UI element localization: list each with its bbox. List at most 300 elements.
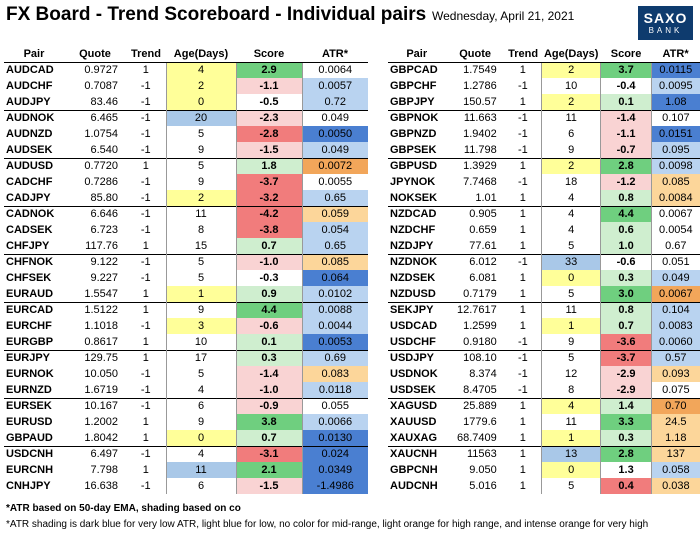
pair-cell: AUDJPY (6, 95, 51, 108)
pair-cell: EURCHF (6, 320, 52, 332)
pair-cell: EURCAD (4, 302, 64, 318)
age-cell: 20 (166, 110, 236, 126)
pair-cell: CHFSEK (6, 272, 52, 284)
pair-cell: GBPNOK (388, 110, 445, 126)
trend-cell: -1 (517, 368, 528, 380)
trend-cell: 1 (142, 239, 149, 252)
table-row (4, 270, 368, 286)
scoreboard-table-right (388, 46, 700, 494)
score-cell: -0.6 (601, 254, 651, 270)
pair-cell: CADNOK (4, 206, 64, 222)
trend-cell: 1 (519, 287, 526, 300)
age-cell: 0 (541, 462, 600, 478)
age-cell: 11 (541, 302, 600, 318)
score-cell: -4.2 (236, 206, 302, 222)
trend-header: Trend (505, 46, 542, 62)
age-cell: 11 (166, 462, 236, 478)
quote-cell: 108.10 (445, 350, 504, 366)
footnote-ema: *ATR based on 50-day EMA, shading based on co (6, 503, 241, 514)
trend-cell: -1 (140, 80, 151, 92)
trend-cell: 1 (505, 446, 542, 462)
atr-cell: 0.0066 (302, 414, 368, 430)
trend-cell: -1 (517, 128, 528, 140)
pair-cell: XAGUSD (388, 398, 445, 414)
trend-cell: 1 (519, 239, 526, 252)
trend-cell: 1 (126, 302, 166, 318)
score-cell: -3.8 (236, 222, 302, 238)
table-row (388, 238, 700, 254)
age-cell: 4 (541, 398, 600, 414)
quote-cell: 11.663 (445, 110, 504, 126)
quote-cell: 8.4705 (463, 383, 497, 396)
pair-cell: AUDUSD (4, 158, 64, 174)
table-row (388, 222, 700, 238)
score-cell: -1.4 (236, 366, 302, 382)
trend-cell: 1 (142, 464, 149, 476)
pair-cell: NZDSEK (390, 272, 436, 284)
atr-cell: 1.18 (651, 430, 700, 446)
trend-cell: 1 (142, 431, 149, 444)
atr-cell: 0.0050 (302, 126, 368, 142)
trend-cell: -1 (140, 191, 151, 204)
trend-cell: 1 (142, 335, 149, 348)
age-cell: 6 (541, 126, 600, 142)
table-row (4, 478, 368, 494)
age-cell: 33 (541, 254, 600, 270)
age-cell: 2 (541, 94, 600, 110)
score-cell: 1.3 (618, 464, 634, 476)
atr-cell: 0.0115 (651, 62, 700, 78)
table-row (4, 462, 368, 478)
score-cell: 0.4 (601, 478, 651, 494)
age-cell: 5 (166, 270, 236, 286)
trend-cell: -1 (517, 80, 528, 92)
pair-cell: CHFJPY (6, 239, 50, 252)
scoreboard-table-left (4, 46, 368, 494)
atr-cell: 0.0057 (302, 78, 368, 94)
trend-cell: -1 (126, 206, 166, 222)
trend-cell: -1 (140, 224, 151, 236)
table-row (388, 126, 700, 142)
age-cell: 0 (166, 94, 236, 110)
table-row (4, 174, 368, 190)
table-row (388, 62, 700, 78)
age-cell: 2 (541, 62, 600, 78)
trend-cell: -1 (505, 110, 542, 126)
trend-cell: 1 (142, 287, 149, 300)
atr-cell: 0.0067 (651, 206, 700, 222)
score-cell: 0.8 (601, 190, 651, 206)
score-cell: -3.2 (236, 190, 302, 206)
trend-cell: 1 (519, 95, 526, 108)
logo-line-1: SAXO (643, 9, 688, 26)
score-cell: -0.3 (259, 272, 279, 284)
pair-cell: AUDCNH (390, 480, 438, 492)
pair-cell: GBPCNH (390, 464, 438, 476)
quote-cell: 85.80 (90, 191, 118, 204)
quote-cell: 7.798 (90, 464, 118, 476)
age-cell: 5 (541, 286, 600, 302)
score-cell: -1.4 (601, 110, 651, 126)
age-cell: 4 (541, 206, 600, 222)
pair-cell: CNHJPY (6, 480, 51, 492)
atr-cell: 0.0067 (651, 286, 700, 302)
quote-cell: 1779.6 (463, 416, 497, 428)
score-cell: -0.9 (236, 398, 302, 414)
quote-cell: 1.8042 (84, 431, 118, 444)
quote-cell: 11563 (445, 446, 504, 462)
atr-cell: 0.085 (651, 174, 700, 190)
pair-cell: XAUCNH (388, 446, 445, 462)
score-cell: 0.8 (601, 302, 651, 318)
quote-cell: 0.7286 (84, 176, 118, 188)
atr-cell: 0.054 (302, 222, 368, 238)
score-cell: 0.3 (601, 270, 651, 286)
table-row (4, 222, 368, 238)
table-row (388, 446, 700, 462)
trend-cell: 1 (505, 302, 542, 318)
pair-cell: USDJPY (388, 350, 445, 366)
trend-cell: -1 (517, 383, 528, 396)
pair-cell: GBPCHF (390, 80, 437, 92)
quote-cell: 1.2786 (463, 80, 497, 92)
table-row (388, 462, 700, 478)
atr-cell: 0.0083 (651, 318, 700, 334)
table-row (388, 414, 700, 430)
table-row (388, 270, 700, 286)
score-cell: -1.1 (601, 126, 651, 142)
atr-cell: 0.0064 (302, 62, 368, 78)
atr-cell: 0.083 (302, 366, 368, 382)
score-cell: 3.7 (601, 62, 651, 78)
table-row (388, 398, 700, 414)
atr-cell: 24.5 (651, 414, 700, 430)
pair-cell: EURNOK (6, 368, 54, 380)
quote-cell: 1.7549 (445, 62, 504, 78)
quote-cell: 1.2599 (463, 320, 497, 332)
score-cell: 1.8 (236, 158, 302, 174)
table-row (4, 286, 368, 302)
score-cell: 0.7 (236, 430, 302, 446)
table-row (4, 414, 368, 430)
table-row (4, 430, 368, 446)
table-row (4, 126, 368, 142)
age-cell: 0 (166, 430, 236, 446)
quote-cell: 1.3929 (445, 158, 504, 174)
report-date: Wednesday, April 21, 2021 (432, 9, 575, 23)
age-cell: 17 (166, 350, 236, 366)
age-cell: 9 (166, 142, 236, 158)
atr-cell: 0.085 (302, 254, 368, 270)
age-cell: 11 (541, 414, 600, 430)
table-row (4, 398, 368, 414)
trend-cell: 1 (519, 272, 526, 284)
quote-cell: 129.75 (64, 350, 126, 366)
trend-cell: -1 (126, 110, 166, 126)
score-cell: -1.5 (236, 142, 302, 158)
age-cell: 1 (541, 318, 600, 334)
trend-cell: -1 (126, 254, 166, 270)
trend-cell: -1 (140, 128, 151, 140)
table-row (388, 286, 700, 302)
age-cell: 4 (166, 382, 236, 398)
age-cell: 3 (166, 318, 236, 334)
quote-cell: 0.9727 (64, 62, 126, 78)
pair-cell: NZDNOK (388, 254, 445, 270)
pair-cell: AUDCAD (4, 62, 64, 78)
atr-cell: 0.0349 (302, 462, 368, 478)
table-row (388, 334, 700, 350)
pair-cell: CADCHF (6, 176, 53, 188)
table-row (4, 62, 368, 78)
table-row (4, 334, 368, 350)
pair-cell: GBPCAD (388, 62, 445, 78)
atr-cell: 0.0102 (302, 286, 368, 302)
quote-cell: 1.5122 (64, 302, 126, 318)
age-cell: 4 (541, 190, 600, 206)
age-cell: 1 (541, 430, 600, 446)
score-cell: -2.9 (601, 382, 651, 398)
pair-cell: GBPSEK (390, 143, 437, 156)
trend-cell: 1 (519, 191, 526, 204)
atr-cell: 0.107 (651, 110, 700, 126)
score-cell: 0.3 (601, 430, 651, 446)
score-cell: 3.3 (601, 414, 651, 430)
atr-cell: 0.0054 (651, 222, 700, 238)
pair-header: Pair (4, 46, 64, 62)
age-cell: 5 (541, 478, 600, 494)
quote-cell: 1.9402 (463, 128, 497, 140)
trend-cell: -1 (505, 254, 542, 270)
atr-cell: 0.0084 (651, 190, 700, 206)
score-cell: 0.6 (601, 222, 651, 238)
quote-cell: 0.905 (445, 206, 504, 222)
score-cell: 0.7 (601, 318, 651, 334)
score-cell: 2.8 (601, 158, 651, 174)
score-cell: -1.0 (236, 254, 302, 270)
trend-cell: 1 (519, 224, 526, 236)
pair-cell: NZDCHF (390, 224, 436, 236)
pair-cell: GBPUSD (388, 158, 445, 174)
quote-cell: 12.7617 (445, 302, 504, 318)
score-cell: 0.7 (236, 238, 302, 254)
score-cell: -3.1 (236, 446, 302, 462)
atr-cell: 1.08 (651, 94, 700, 110)
table-row (4, 382, 368, 398)
atr-cell: 0.038 (651, 478, 700, 494)
table-row (388, 366, 700, 382)
atr-cell: 0.059 (302, 206, 368, 222)
table-row (4, 238, 368, 254)
atr-cell: 0.70 (651, 398, 700, 414)
pair-cell: USDCHF (390, 335, 436, 348)
trend-cell: -1 (126, 398, 166, 414)
pair-cell: XAUUSD (390, 416, 437, 428)
pair-cell: NOKSEK (390, 191, 438, 204)
atr-cell: 0.0098 (651, 158, 700, 174)
table-row (388, 110, 700, 126)
age-cell: 4 (541, 222, 600, 238)
quote-cell: 10.167 (64, 398, 126, 414)
quote-cell: 16.638 (84, 480, 118, 492)
pair-cell: USDSEK (390, 383, 436, 396)
quote-cell: 1.01 (475, 191, 497, 204)
trend-cell: -1 (140, 176, 151, 188)
trend-cell: -1 (140, 480, 151, 492)
table-header-row (4, 46, 368, 62)
quote-cell: 83.46 (90, 95, 118, 108)
quote-cell: 0.8617 (84, 335, 118, 348)
atr-cell: 0.0053 (302, 334, 368, 350)
logo-line-2: BANK (648, 25, 683, 35)
table-row (4, 190, 368, 206)
atr-cell: 0.0088 (302, 302, 368, 318)
quote-cell: 0.9180 (463, 335, 497, 348)
age-cell: 5 (166, 126, 236, 142)
table-row (388, 190, 700, 206)
table-row (4, 350, 368, 366)
age-cell: 10 (166, 334, 236, 350)
score-cell: -3.6 (601, 334, 651, 350)
trend-cell: -1 (140, 143, 151, 156)
score-cell: 0.9 (236, 286, 302, 302)
age-header: Age(Days) (541, 46, 600, 62)
score-cell: -1.2 (601, 174, 651, 190)
pair-cell: CHFNOK (4, 254, 64, 270)
age-cell: 10 (541, 78, 600, 94)
score-cell: -0.6 (236, 318, 302, 334)
pair-cell: EURNZD (6, 383, 52, 396)
age-cell: 12 (541, 366, 600, 382)
age-cell: 2 (541, 158, 600, 174)
score-cell: 1.4 (601, 398, 651, 414)
trend-cell: 1 (519, 320, 526, 332)
atr-cell: 0.049 (302, 142, 368, 158)
pair-cell: EURGBP (6, 335, 54, 348)
pair-cell: EURAUD (6, 287, 54, 300)
trend-cell: 1 (126, 350, 166, 366)
table-row (4, 318, 368, 334)
atr-cell: 0.0060 (651, 334, 700, 350)
table-row (4, 142, 368, 158)
atr-cell: 0.0118 (302, 382, 368, 398)
atr-cell: 0.0130 (302, 430, 368, 446)
age-cell: 4 (166, 62, 236, 78)
trend-cell: 1 (126, 62, 166, 78)
page-title: FX Board - Trend Scoreboard - Individual pairs (6, 4, 427, 25)
table-row (4, 206, 368, 222)
trend-cell: -1 (140, 368, 151, 380)
trend-cell: -1 (517, 176, 528, 188)
pair-cell: SEKJPY (388, 302, 445, 318)
quote-cell: 6.646 (64, 206, 126, 222)
score-cell: 1.0 (601, 238, 651, 254)
atr-cell: 0.0055 (302, 174, 368, 190)
atr-header: ATR* (302, 46, 368, 62)
age-cell: 5 (541, 350, 600, 366)
pair-cell: AUDSEK (6, 143, 53, 156)
pair-cell: GBPNZD (390, 128, 437, 140)
score-cell: 4.4 (601, 206, 651, 222)
table-row (388, 254, 700, 270)
table-row (388, 382, 700, 398)
atr-cell: 0.65 (302, 238, 368, 254)
table-row (388, 94, 700, 110)
score-cell: -0.5 (259, 95, 279, 108)
score-cell: -0.7 (601, 142, 651, 158)
trend-cell: 1 (519, 416, 526, 428)
age-cell: 9 (166, 302, 236, 318)
atr-cell: -1.4986 (302, 478, 368, 494)
pair-cell: EURJPY (4, 350, 64, 366)
quote-cell: 6.012 (445, 254, 504, 270)
pair-header: Pair (388, 46, 445, 62)
atr-cell: 0.064 (302, 270, 368, 286)
quote-cell: 1.5547 (84, 287, 118, 300)
trend-cell: 1 (142, 416, 149, 428)
table-row (4, 446, 368, 462)
quote-cell: 0.7720 (64, 158, 126, 174)
quote-cell: 117.76 (85, 239, 118, 252)
score-cell: 3.0 (601, 286, 651, 302)
atr-cell: 0.0044 (302, 318, 368, 334)
trend-cell: -1 (126, 446, 166, 462)
atr-cell: 0.72 (302, 94, 368, 110)
quote-cell: 77.61 (469, 239, 497, 252)
quote-header: Quote (445, 46, 504, 62)
table-row (388, 318, 700, 334)
quote-cell: 6.465 (64, 110, 126, 126)
age-cell: 4 (166, 446, 236, 462)
age-cell: 6 (166, 478, 236, 494)
score-cell: 2.1 (236, 462, 302, 478)
pair-cell: USDNOK (390, 368, 438, 380)
score-cell: 4.4 (236, 302, 302, 318)
table-row (388, 158, 700, 174)
age-cell: 8 (166, 222, 236, 238)
table-row (4, 254, 368, 270)
age-cell: 8 (541, 382, 600, 398)
age-cell: 5 (166, 158, 236, 174)
age-cell: 2 (166, 190, 236, 206)
table-row (4, 94, 368, 110)
score-cell: -3.7 (236, 174, 302, 190)
trend-cell: -1 (140, 383, 151, 396)
atr-cell: 0.055 (302, 398, 368, 414)
age-cell: 9 (166, 414, 236, 430)
atr-cell: 0.57 (651, 350, 700, 366)
table-row (388, 206, 700, 222)
quote-cell: 0.7179 (463, 287, 497, 300)
score-header: Score (601, 46, 651, 62)
quote-cell: 9.122 (64, 254, 126, 270)
trend-cell: 1 (519, 480, 526, 492)
trend-cell: 1 (519, 464, 526, 476)
trend-cell: -1 (140, 95, 151, 108)
score-cell: -1.1 (236, 78, 302, 94)
score-cell: -2.9 (601, 366, 651, 382)
age-cell: 1 (166, 286, 236, 302)
atr-header: ATR* (651, 46, 700, 62)
age-cell: 0 (541, 270, 600, 286)
pair-cell: AUDCHF (6, 80, 53, 92)
quote-cell: 6.723 (90, 224, 118, 236)
age-cell: 5 (166, 254, 236, 270)
pair-cell: GBPJPY (390, 95, 435, 108)
trend-cell: -1 (140, 320, 151, 332)
age-cell: 6 (166, 398, 236, 414)
atr-cell: 0.058 (651, 462, 700, 478)
